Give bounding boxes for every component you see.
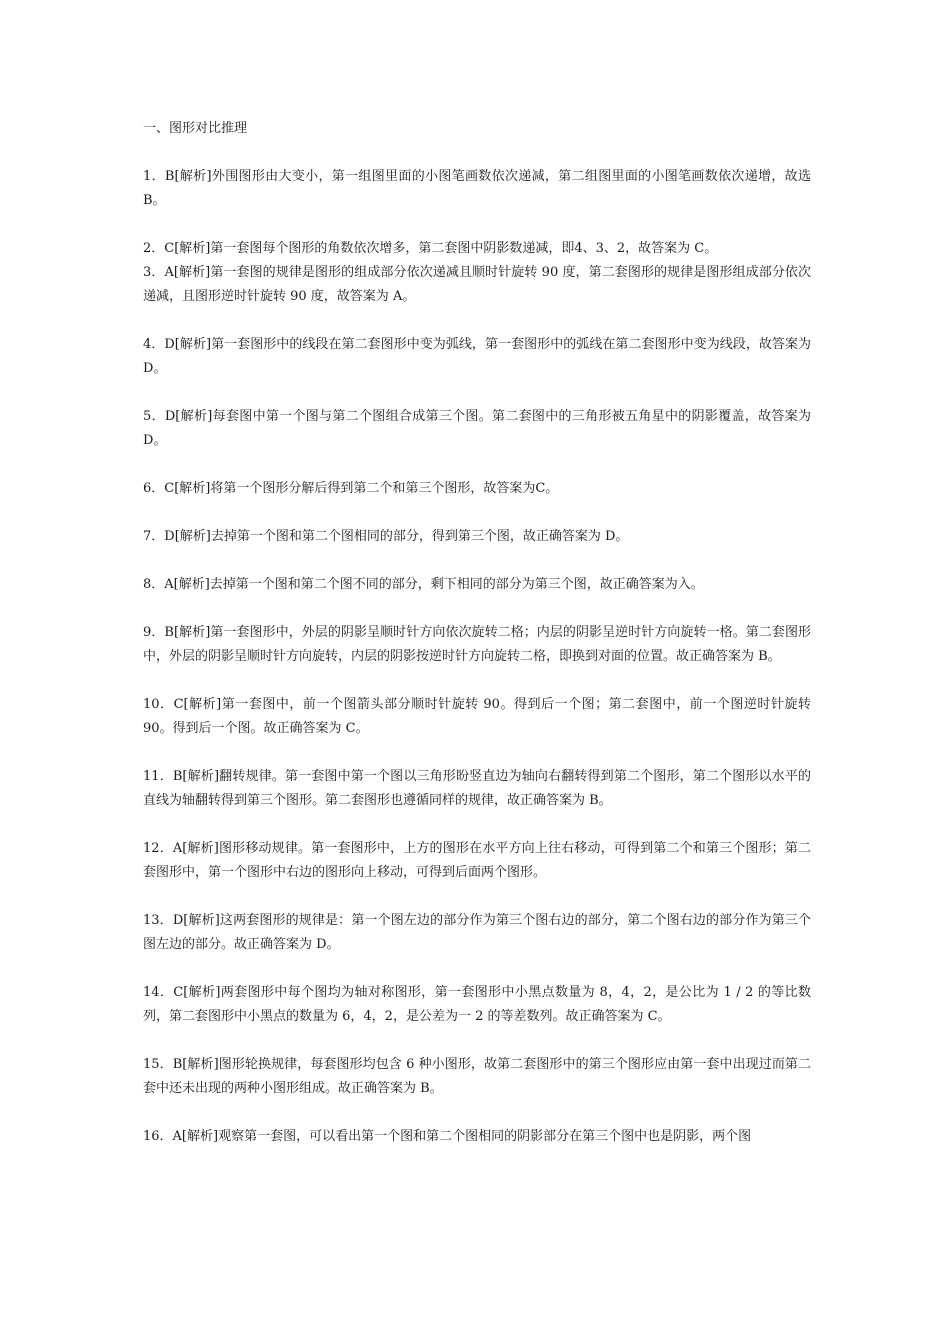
answer-item-14: 14．C[解析]两套图形中每个图均为轴对称图形，第一套图形中小黑点数量为 8，4，2，是公比为 1 / 2 的等比数列，第二套图形中小黑点的数量为 6，4，2，是公差为一 2 的等差数列。故正确答案为 C。 [143, 985, 811, 1024]
answer-item-2: 2．C[解析]第一套图每个图形的角数依次增多，第二套图中阴影数递减，即4、3、2，故答案为 C。 [143, 241, 718, 256]
answer-item-10: 10．C[解析]第一套图中，前一个图箭头部分顺时针旋转 90。得到后一个图；第二套图中，前一个图逆时针旋转 90。得到后一个图。故正确答案为 C。 [143, 697, 811, 736]
answer-item-16: 16．A[解析]观察第一套图，可以看出第一个图和第二个图相同的阴影部分在第三个图中也是阴影，两个图 [143, 1129, 752, 1144]
answer-item-7: 7．D[解析]去掉第一个图和第二个图相同的部分，得到第三个图，故正确答案为 D。 [143, 529, 629, 544]
document-body [143, 117, 811, 1149]
answer-item-6: 6．C[解析]将第一个图形分解后得到第二个和第三个图形，故答案为C。 [143, 481, 559, 496]
answer-item-9: 9．B[解析]第一套图形中，外层的阴影呈顺时针方向依次旋转二格；内层的阴影呈逆时针方向旋转一格。第二套图形中，外层的阴影呈顺时针方向旋转，内层的阴影按逆时针方向旋转二格，即换到对面的位置。故正确答案为 B。 [143, 625, 811, 664]
answer-item-15: 15．B[解析]图形轮换规律，每套图形均包含 6 种小图形，故第二套图形中的第三个图形应由第一套中出现过而第二套中还未出现的两种小图形组成。故正确答案为 B。 [143, 1057, 811, 1096]
answer-item-11: 11．B[解析]翻转规律。第一套图中第一个图以三角形盼竖直边为轴向右翻转得到第二个图形，第二个图形以水平的直线为轴翻转得到第三个图形。第二套图形也遵循同样的规律，故正确答案为 B。 [143, 769, 811, 808]
answer-item-4: 4．D[解析]第一套图形中的线段在第二套图形中变为弧线，第一套图形中的弧线在第二套图形中变为线段，故答案为 D。 [143, 337, 811, 376]
answer-item-5: 5．D[解析]每套图中第一个图与第二个图组合成第三个图。第二套图中的三角形被五角星中的阴影覆盖，故答案为 D。 [143, 409, 811, 448]
answer-item-13: 13．D[解析]这两套图形的规律是：第一个图左边的部分作为第三个图右边的部分，第二个图右边的部分作为第三个图左边的部分。故正确答案为 D。 [143, 913, 811, 952]
answer-item-12: 12．A[解析]图形移动规律。第一套图形中，上方的图形在水平方向上往右移动，可得到第二个和第三个图形；第二套图形中，第一个图形中右边的图形向上移动，可得到后面两个图形。 [143, 841, 811, 880]
answer-item-8: 8．A[解析]去掉第一个图和第二个图不同的部分，剩下相同的部分为第三个图，故正确答案为入。 [143, 577, 704, 592]
answer-item-1: 1．B[解析]外围图形由大变小，第一组图里面的小图笔画数依次递减，第二组图里面的小图笔画数依次递增，故选 B。 [143, 169, 811, 208]
section-heading: 一、图形对比推理 [143, 121, 248, 136]
answer-item-3: 3．A[解析]第一套图的规律是图形的组成部分依次递减且顺时针旋转 90 度，第二套图形的规律是图形组成部分依次递减，且图形逆时针旋转 90 度，故答案为 A。 [143, 265, 811, 304]
